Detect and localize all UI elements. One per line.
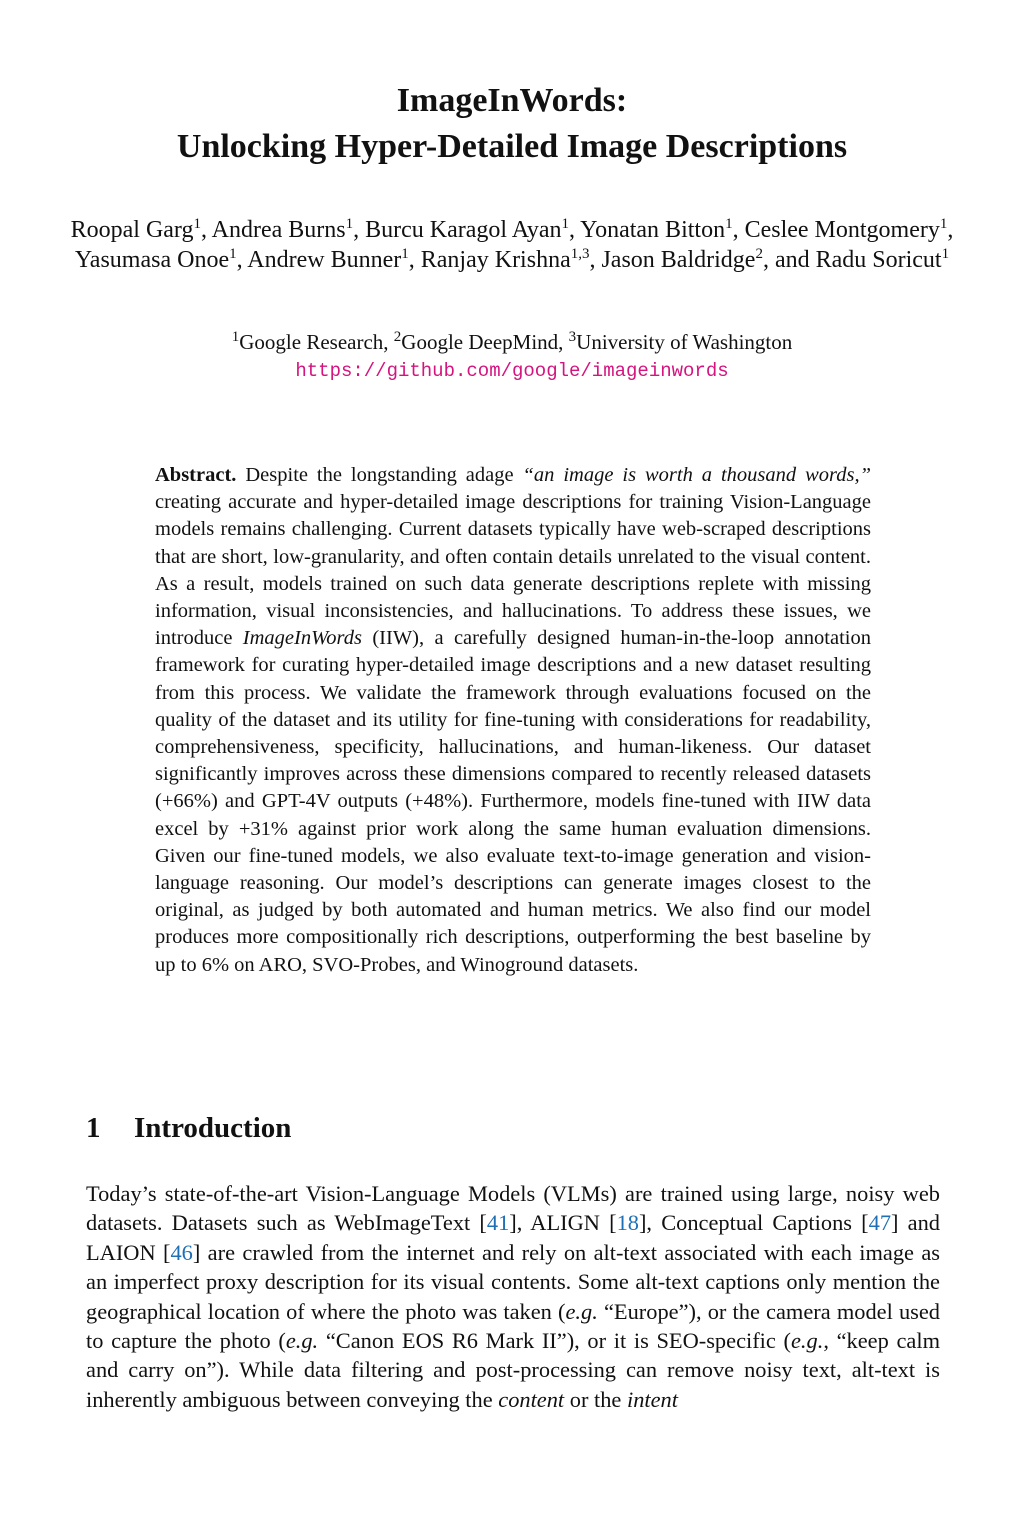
affiliations bbox=[0, 328, 1024, 356]
author-list bbox=[70, 215, 954, 275]
abstract-label: Abstract. bbox=[155, 464, 237, 486]
section-heading-introduction bbox=[86, 1108, 291, 1148]
author: Andrea Burns$^1$, bbox=[211, 216, 366, 243]
introduction-paragraph: Today’s state-of-the-art Vision-Language Models (VLMs) are trained using large, noisy web datasets. Datasets such as WebImageText [41], ALIGN [18], Conceptual Captions [47] and LAION [46] are crawled from the internet and rely on alt-text associated with each image as an imperfect proxy description for its visual contents. Some alt-text captions only mention the geographical location of where the photo was taken (e.g. “Europe”), or the camera model used to capture the photo (e.g. “Canon EOS R6 Mark II”), or it is SEO-specific (e.g., “keep calm and carry on”). While data filtering and post-processing can remove noisy text, alt-text is inherently ambiguous between conveying the content or the intent bbox=[86, 1181, 940, 1412]
github-link[interactable]: https://github.com/google/imageinwords bbox=[295, 360, 729, 382]
citation-link[interactable]: 46 bbox=[170, 1239, 193, 1265]
section-number: 1 bbox=[86, 1112, 101, 1144]
abstract: Abstract. Despite the longstanding adage “an image is worth a thousand words,” creating accurate and hyper-detailed image descriptions for training Vision-Language models remains challenging. Current datasets typically have web-scraped descriptions that are short, low-granularity, and often contain details unrelated to the visual content. As a result, models trained on such data generate descriptions replete with missing information, visual inconsistencies, and hallucinations. To address these issues, we introduce ImageInWords (IIW), a carefully designed human-in-the-loop annotation framework for curating hyper-detailed image descriptions and a new dataset resulting from this process. We validate the framework through evaluations focused on the quality of the dataset and its utility for fine-tuning with considerations for readability, comprehensiveness, specificity, hallucinations, and human-likeness. Our dataset significantly improves across these dimensions compared to recently released datasets (+66%) and GPT-4V outputs (+48%). Furthermore, models fine-tuned with IIW data excel by +31% against prior work along the same human evaluation dimensions. Given our fine-tuned models, we also evaluate text-to-image generation and vision-language reasoning. Our model’s descriptions can generate images closest to the original, as judged by both automated and human metrics. We also find our model produces more compositionally rich descriptions, outperforming the best baseline by up to 6% on ARO, SVO-Probes, and Winoground datasets. bbox=[155, 464, 871, 976]
abstract-quote: “an image is worth a thousand words,” bbox=[522, 464, 871, 486]
title-line-1: ImageInWords: bbox=[396, 82, 628, 119]
citation-link[interactable]: 41 bbox=[486, 1210, 510, 1236]
author: Burcu Karagol Ayan$^1$, bbox=[365, 216, 581, 243]
author: Yonatan Bitton$^1$, bbox=[580, 216, 745, 243]
author: Radu Soricut$^1$ bbox=[815, 246, 950, 273]
author: Roopal Garg$^1$, bbox=[70, 216, 212, 243]
paper-title bbox=[0, 78, 1024, 170]
author: Ranjay Krishna$^{1,3}$, bbox=[420, 246, 602, 273]
affiliation: $^3$University of Washington bbox=[568, 329, 793, 354]
title-line-2: Unlocking Hyper-Detailed Image Descriptions bbox=[176, 128, 848, 165]
dataset-name: ImageInWords bbox=[242, 627, 362, 650]
section-title: Introduction bbox=[134, 1112, 292, 1144]
author: Jason Baldridge$^2$, and bbox=[601, 246, 816, 273]
affiliation: $^1$Google Research, bbox=[231, 329, 394, 354]
author: Andrew Bunner$^1$, bbox=[247, 246, 421, 273]
citation-link[interactable]: 47 bbox=[868, 1210, 892, 1236]
author: Yasumasa Onoe$^1$, bbox=[74, 246, 248, 273]
citation-link[interactable]: 18 bbox=[616, 1210, 639, 1236]
affiliation: $^2$Google DeepMind, bbox=[393, 329, 569, 354]
author: Ceslee Montgomery$^1$, bbox=[744, 216, 954, 243]
